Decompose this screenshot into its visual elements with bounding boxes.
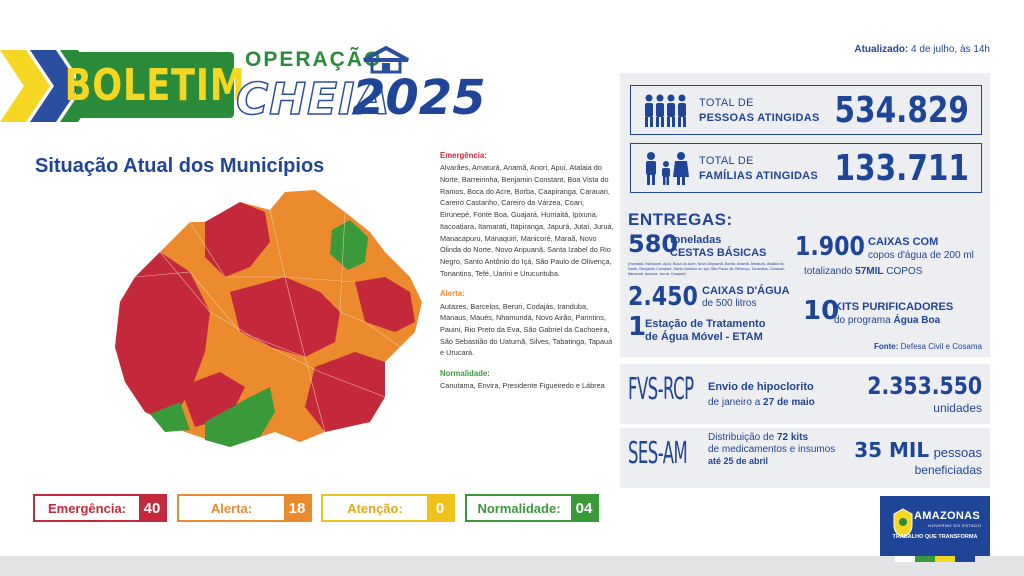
amazonas-map [110, 182, 430, 460]
people-group-icon [643, 93, 689, 127]
caixas-line1: CAIXAS COM [868, 236, 939, 248]
ses-line3: até 25 de abril [708, 456, 769, 466]
flag-strip [895, 556, 975, 562]
logo-name: AMAZONAS [914, 510, 980, 522]
ses-unit: beneficiadas [914, 463, 982, 477]
legend-alerta [177, 494, 312, 522]
legend-emergencia [33, 494, 167, 522]
familias-label-line1: TOTAL DE [699, 155, 754, 167]
etam-line1: Estação de Tratamento [645, 318, 766, 330]
status-emergencia [440, 150, 615, 279]
logo-gov: GOVERNO DO ESTADO [928, 523, 982, 528]
pessoas-label [699, 96, 820, 126]
ses-agency: SES-AM [628, 436, 688, 471]
boletim-banner [64, 52, 246, 118]
ses-value-line [854, 438, 982, 462]
cestas-line2: CESTAS BÁSICAS [670, 247, 767, 259]
legend-emergencia-count: 40 [139, 496, 165, 520]
status-alerta-head: Alerta: [440, 289, 465, 299]
fonte-note [874, 342, 982, 351]
familias-label-line2: FAMÍLIAS ATINGIDAS [699, 169, 819, 182]
etam-number: 1 [628, 312, 647, 342]
entregas-title: ENTREGAS: [628, 210, 733, 229]
caixas-line3-pre: totalizando [804, 266, 853, 277]
ses-line1-bold: 72 kits [776, 432, 809, 443]
flag-strip-yellow [935, 556, 955, 562]
flag-strip-white [895, 556, 915, 562]
amazonas-logo [880, 496, 990, 556]
legend-atencao-label: Atenção: [347, 500, 403, 516]
pessoas-box [630, 85, 982, 135]
caixa-agua-line2: de 500 litros [702, 298, 757, 309]
fvs-unit: unidades [933, 401, 982, 415]
pessoas-label-line2: PESSOAS ATINGIDAS [699, 111, 820, 124]
legend-emergencia-label: Emergência: [47, 500, 127, 516]
caixas-line3-bold: 57MIL [855, 266, 884, 277]
fvs-value: 2.353.550 [867, 372, 982, 400]
flag-strip-blue [955, 556, 975, 562]
legend-atencao-count: 0 [427, 496, 453, 520]
etam-line2: de Água Móvel - ETAM [645, 331, 763, 343]
caixas-line3 [804, 266, 922, 277]
pessoas-label-line1: TOTAL DE [699, 97, 754, 109]
fvs-line2-bold: 27 de maio [763, 397, 815, 408]
family-icon [643, 151, 689, 185]
flag-strip-green [915, 556, 935, 562]
updated-value: 4 de julho, às 14h [911, 44, 990, 55]
legend-alerta-count: 18 [284, 496, 310, 520]
caixas-line3-post: COPOS [886, 266, 923, 277]
cestas-municipios-list: (Humaitá, Manicoré, Apuí, Boca do Acre, Novo Aripuanã, Borba, Anamã, Amaturá, Atalaia do Norte, Benjamin Constant, Santo Antônio do Içá, São Paulo de Olivença, Tonantins, Carauari, Itamarati, Ipixuna, Juruá, Guajará) [628, 262, 786, 277]
kits-number: 10 [803, 296, 840, 326]
ses-line1 [708, 432, 808, 443]
kits-line2-pre: do programa [834, 315, 891, 326]
status-normalidade-text: Canutama, Envira, Presidente Figueiredo e Lábrea [440, 381, 605, 391]
status-alerta [440, 288, 615, 359]
operacao-label: OPERAÇÃO [245, 48, 383, 71]
cestas-number: 580 [628, 230, 679, 258]
ses-value-suffix: pessoas [933, 445, 982, 460]
legend-normalidade [465, 494, 599, 522]
familias-value: 133.711 [834, 148, 969, 189]
status-alerta-text: Autazes, Barcelos, Beruri, Codajás, Iranduba, Manaus, Maués, Nhamundá, Novo Airão, Parintins, Pauini, Rio Preto da Eva, São Gabriel da Cachoeira, São Sebastião do Uatumã, Silves, Tabatinga, Tapauá e Urucará. [440, 301, 613, 358]
caixas-line2: copos d'água de 200 ml [868, 250, 974, 261]
status-emergencia-text: Alvarães, Amaturá, Anamã, Anori, Apuí, Atalaia do Norte, Barreirinha, Benjamin Constant, Boa Vista do Ramos, Boca do Acre, Borba, Caapiranga, Carauari, Careiro Castanho, Careiro da Várzea, Coari, Eirunepé, Fonte Boa, Guajará, Humaitá, Ipixuna, Itacoatiara, Itamarati, Itapiranga, Japurá, Jutaí, Juruá, Manacapuru, Manaquiri, Manicoré, Maraã, Novo Olinda do Norte, Novo Aripuanã, Santa Izabel do Rio Negro, Santo Antônio do Içá, São Paulo de Olivença, Tonantins, Tefé, Uarini e Urucurituba. [440, 163, 614, 278]
map-title: Situação Atual dos Municípios [35, 155, 325, 177]
caixas-number: 1.900 [795, 232, 865, 262]
familias-label [699, 154, 818, 184]
footer-bar [0, 556, 1024, 576]
ses-line2: de medicamentos e insumos [708, 444, 836, 455]
fvs-line1: Envio de hipoclorito [708, 381, 814, 393]
familias-box [630, 143, 982, 193]
legend-alerta-label: Alerta: [210, 500, 253, 516]
year-title: 2025 [352, 70, 486, 126]
fonte-label: Fonte: [873, 342, 899, 351]
boletim-title: BOLETIM [64, 59, 246, 111]
cestas-line1: toneladas [670, 234, 722, 246]
kits-line1: KITS PURIFICADORES [834, 301, 954, 313]
caixa-agua-number: 2.450 [628, 282, 698, 312]
logo-motto: TRABALHO QUE TRANSFORMA [892, 534, 978, 540]
legend-normalidade-count: 04 [571, 496, 597, 520]
fvs-line2-pre: de janeiro a [708, 397, 761, 408]
kits-line2-bold: Água Boa [893, 315, 941, 326]
legend-normalidade-label: Normalidade: [477, 500, 561, 516]
ses-value: 35 MIL [854, 438, 930, 462]
fvs-agency: FVS-RCP [628, 372, 694, 407]
legend-atencao [321, 494, 455, 522]
fvs-line2 [708, 397, 815, 408]
pessoas-value: 534.829 [834, 90, 969, 131]
updated-timestamp [854, 44, 990, 55]
status-emergencia-head: Emergência: [440, 151, 487, 160]
status-lists [440, 150, 615, 401]
cheia-title: CHEIA [236, 74, 391, 125]
status-normalidade-head: Normalidade: [440, 369, 490, 379]
kits-line2 [834, 315, 940, 326]
caixa-agua-line1: CAIXAS D'ÁGUA [702, 285, 790, 297]
ses-line1-pre: Distribuição de [708, 432, 775, 443]
fonte-value: Defesa Civil e Cosama [900, 342, 982, 351]
status-normalidade [440, 368, 615, 392]
updated-label: Atualizado: [854, 44, 909, 55]
